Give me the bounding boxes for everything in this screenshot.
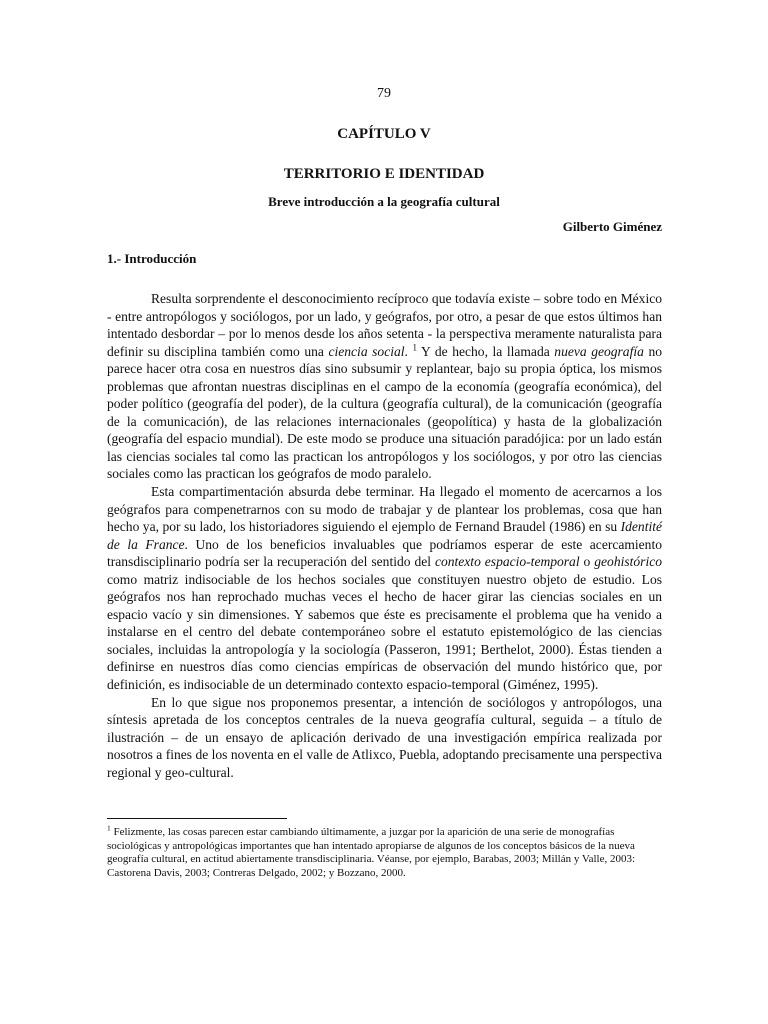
author-name: Gilberto Giménez [562,219,662,234]
paragraph-1-text-c: Y de hecho, la llamada [416,343,555,359]
chapter-subtitle: Breve introducción a la geografía cultural [268,194,500,209]
paragraph-2 [107,483,662,694]
chapter-heading: CAPÍTULO V [337,126,431,142]
paragraph-3: En lo que sigue nos proponemos presentar, a intención de sociólogos y antropólogos, una síntesis apretada de los conceptos centrales de la nueva geografía cultural, seguida – a título de ilustración – de un ensayo de aplicación derivado de una investigación empírica realizada por nosotros a fines de los noventa en el valle de Atlixco, Puebla, adoptando precisamente una perspectiva regional y geo-cultural. [107,694,662,780]
paragraph-1-text-d: no parece hacer otra cosa en nuestros días sino subsumir y replantear, bajo su propia óptica, los mismos problemas que afrontan nuestras disciplinas en el campo de la economía (geografía económica), del poder político (geografía del poder), de la cultura (geografía cultural), de la comunicación (geografía de la comunicación), de las relaciones internacionales (geopolítica) y hasta de la globalización (geografía del espacio mundial). De este modo se produce una situación paradójica: por un lado están las ciencias sociales tal como las practican los antropólogos y los sociólogos, y por otro las ciencias sociales como las practican los geógrafos de modo paralelo. [107,343,662,482]
paragraph-2-text-c: o [579,554,595,570]
paragraph-2-text-d: como matriz indisociable de los hechos sociales que constituyen nuestro objeto de estudio. Los geógrafos nos han reprochado muchas veces el hecho de hacer girar las ciencias sociales en un espacio vacío y sin dimensiones. Y sabemos que éste es precisamente el problema que ha venido a instalarse en el centro del debate contemporáneo sobre el estatuto epistemológico de las ciencias sociales, incluidas la antropología y la sociología (Passeron, 1991; Berthelot, 2000). Éstas tienden a definirse en nuestros días como ciencias empíricas de observación del mundo histórico que, por definición, es indisociable de un determinado contexto espacio-temporal (Giménez, 1995). [107,571,662,693]
footnote [107,823,662,880]
chapter-title: TERRITORIO E IDENTIDAD [283,166,485,182]
paragraph-2-text-b: . Uno de los beneficios invaluables que podríamos esperar de este acercamiento transdisciplinario podría ser la recuperación del sentido del [107,536,662,570]
page-number: 79 [377,86,391,101]
paragraph-1 [107,290,662,483]
paragraph-2-text-a: Esta compartimentación absurda debe terminar. Ha llegado el momento de acercarnos a los geógrafos para compenetrarnos con su modo de trabajar y de plantear los problemas, cosa que han hecho ya, por su lado, los historiadores siguiendo el ejemplo de Fernand Braudel (1986) en su [107,484,662,535]
footnote-number: 1 [107,823,111,833]
footnote-divider [107,818,287,819]
paragraph-1-text-b: . [404,343,413,359]
paragraph-2-emphasis-1: Identité de la France [107,519,662,552]
footnote-reference[interactable]: 1 [412,342,417,353]
body-text [107,284,662,781]
paragraph-1-emphasis-2: nueva geografía [554,343,644,359]
paragraph-1-text-a: Resulta sorprendente el desconocimiento recíproco que todavía existe – sobre todo en México - entre antropólogos y sociólogos, por un lado, y geógrafos, por otro, a pesar de que estos últimos han intentado desbordar – por lo menos desde los años setenta - la perspectiva meramente naturalista para definir su disciplina también como una [107,291,662,359]
paragraph-1-emphasis-1: ciencia social [328,343,405,359]
paragraph-2-emphasis-3: geohistórico [594,554,662,570]
footnote-text: Felizmente, las cosas parecen estar cambiando últimamente, a juzgar por la aparición de una serie de monografías sociológicas y antropológicas importantes que han intentado apropiarse de algunos de los conceptos básicos de la nueva geografía cultural, en actitud abiertamente transdisciplinaria. Véanse, por ejemplo, Barabas, 2003; Millán y Valle, 2003: Castorena Davis, 2003; Contreras Delgado, 2002; y Bozzano, 2000. [107,826,636,879]
paragraph-2-emphasis-2: contexto espacio-temporal [434,554,580,570]
section-heading: 1.- Introducción [107,251,197,266]
